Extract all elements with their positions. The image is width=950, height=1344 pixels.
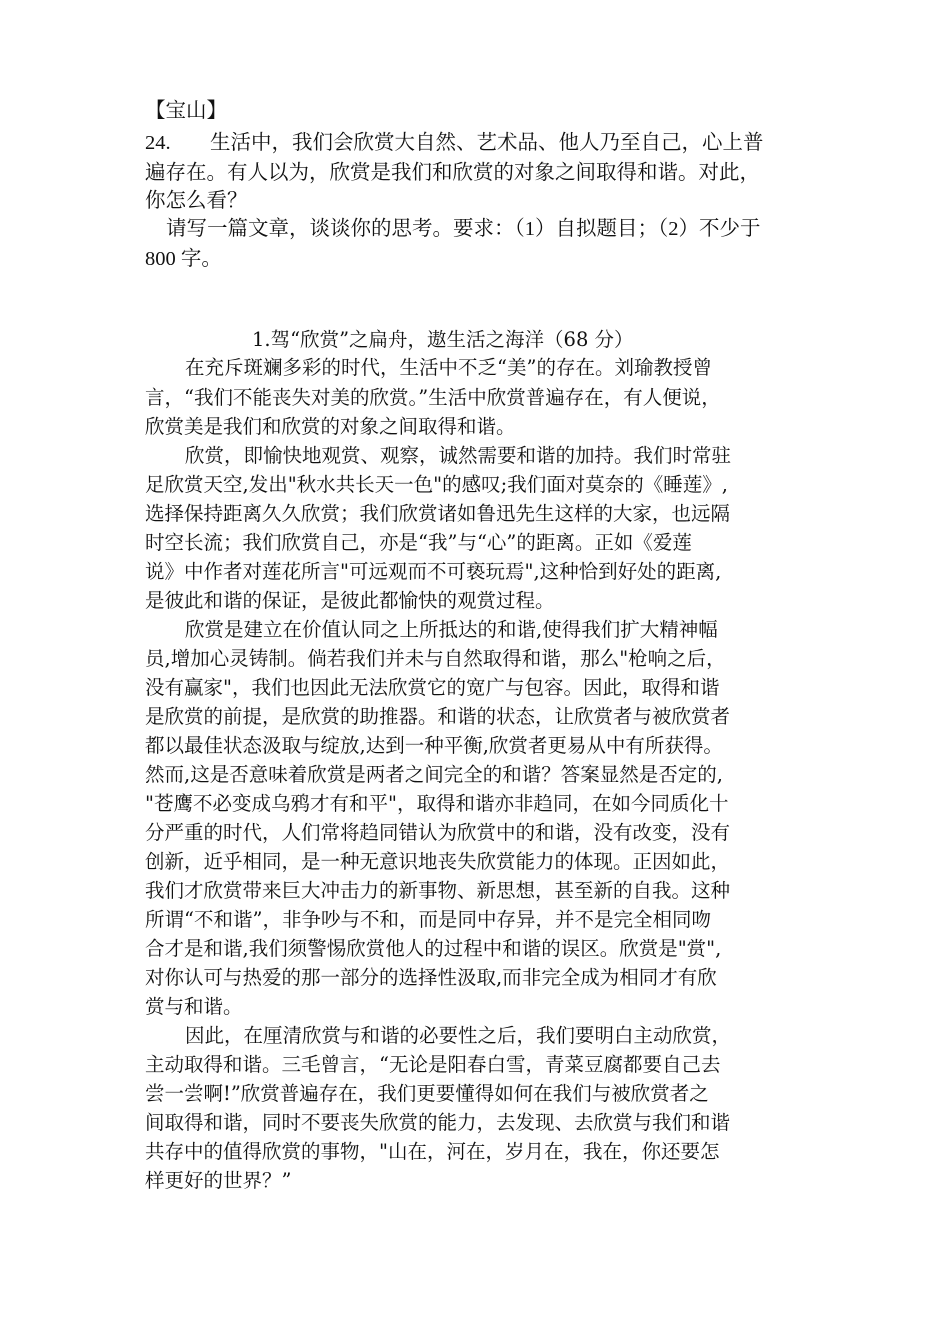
essay-line: 因此，在厘清欣赏与和谐的必要性之后，我们要明白主动欣赏， (185, 1024, 732, 1047)
question-number: 24. (145, 132, 171, 154)
essay-line: 都以最佳状态汲取与绽放,达到一种平衡,欣赏者更易从中有所获得。 (145, 734, 723, 757)
prompt-line: 遍存在。有人以为，欣赏是我们和欣赏的对象之间取得和谐。对此， (145, 162, 760, 184)
essay-line: 在充斥斑斓多彩的时代，生活中不乏“美”的存在。刘瑜教授曾 (185, 356, 712, 379)
essay-line: 足欣赏天空,发出"秋水共长天一色"的感叹;我们面对莫奈的《睡莲》, (145, 473, 728, 496)
essay-line: 共存中的值得欣赏的事物，"山在，河在，岁月在，我在，你还要怎 (145, 1140, 720, 1163)
essay-line: 尝一尝啊!”欣赏普遍存在，我们更要懂得如何在我们与被欣赏者之 (145, 1082, 709, 1105)
essay-line: 我们才欣赏带来巨大冲击力的新事物、新思想，甚至新的自我。这种 (145, 879, 731, 902)
essay-line: 欣赏美是我们和欣赏的对象之间取得和谐。 (145, 415, 516, 438)
prompt-line: 你怎么看？ (145, 190, 248, 212)
essay-line: 赏与和谐。 (145, 995, 243, 1018)
essay-line: 没有赢家"，我们也因此无法欣赏它的宽广与包容。因此，取得和谐 (145, 676, 720, 699)
essay-line: 说》中作者对莲花所言"可远观而不可亵玩焉",这种恰到好处的距离, (145, 560, 722, 583)
essay-line: 言，“我们不能丧失对美的欣赏。”生活中欣赏普遍存在，有人便说， (145, 386, 721, 409)
essay-line: 合才是和谐,我们须警惕欣赏他人的过程中和谐的误区。欣赏是"赏", (145, 937, 722, 960)
essay-line: 是欣赏的前提，是欣赏的助推器。和谐的状态，让欣赏者与被欣赏者 (145, 705, 731, 728)
essay-title: 1.驾“欣赏”之扁舟，遨生活之海洋（68 分） (252, 328, 634, 351)
essay-line: 欣赏是建立在价值认同之上所抵达的和谐,使得我们扩大精神幅 (185, 618, 718, 641)
essay-line: 选择保持距离久久欣赏；我们欣赏诸如鲁迅先生这样的大家，也远隔 (145, 502, 731, 525)
essay-line: 主动取得和谐。三毛曾言，“无论是阳春白雪，青菜豆腐都要自己去 (145, 1053, 721, 1076)
essay-line: 间取得和谐，同时不要丧失欣赏的能力，去发现、去欣赏与我们和谐 (145, 1111, 731, 1134)
prompt-line: 800 字。 (145, 248, 222, 270)
essay-line: 创新，近乎相同，是一种无意识地丧失欣赏能力的体现。正因如此， (145, 850, 731, 873)
essay-line: 然而,这是否意味着欣赏是两者之间完全的和谐？答案显然是否定的, (145, 763, 723, 786)
essay-line: 分严重的时代，人们常将趋同错认为欣赏中的和谐，没有改变，没有 (145, 821, 731, 844)
prompt-line: 生活中，我们会欣赏大自然、艺术品、他人乃至自己，心上普 (210, 132, 764, 154)
essay-line: 员,增加心灵铸制。倘若我们并未与自然取得和谐，那么"枪响之后， (145, 647, 726, 670)
essay-line: 对你认可与热爱的那一部分的选择性汲取,而非完全成为相同才有欣 (145, 966, 717, 989)
prompt-line: 请写一篇文章，谈谈你的思考。要求：（1）自拟题目；（2）不少于 (166, 218, 761, 240)
essay-line: 所谓“不和谐”，非争吵与不和，而是同中存异，并不是完全相同吻 (145, 908, 711, 931)
essay-line: "苍鹰不必变成乌鸦才有和平"，取得和谐亦非趋同，在如今同质化十 (145, 792, 729, 815)
essay-line: 时空长流；我们欣赏自己，亦是“我”与“心”的距离。正如《爱莲 (145, 531, 692, 554)
essay-line: 欣赏，即愉快地观赏、观察，诚然需要和谐的加持。我们时常驻 (185, 444, 732, 467)
region-tag: 【宝山】 (145, 100, 227, 122)
essay-line: 样更好的世界？” (145, 1169, 292, 1192)
essay-line: 是彼此和谐的保证，是彼此都愉快的观赏过程。 (145, 589, 555, 612)
